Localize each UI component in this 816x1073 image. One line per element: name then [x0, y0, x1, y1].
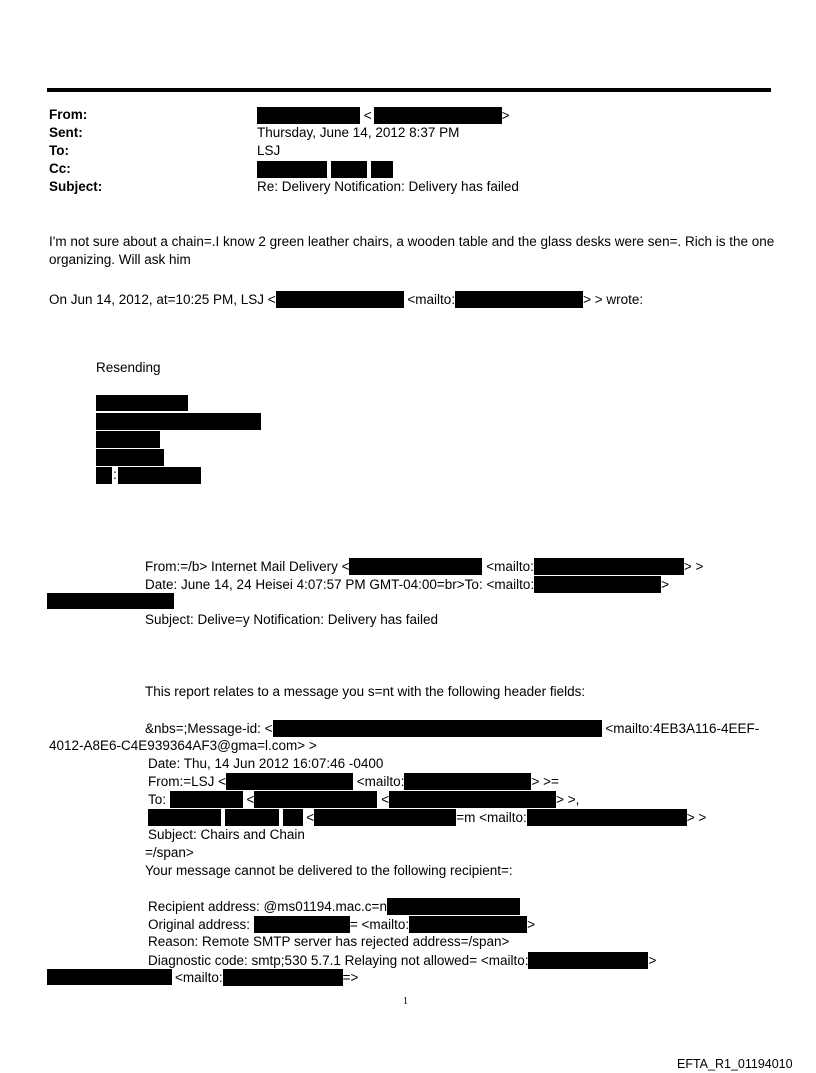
msgid-mailto: <mailto:4EB3A116-4EEF- [605, 721, 760, 736]
redaction [527, 809, 687, 826]
last-line [175, 969, 358, 986]
redaction [331, 161, 367, 178]
cc-label: Cc: [49, 161, 71, 176]
from-value [257, 107, 510, 124]
original-line [148, 916, 535, 933]
redaction [257, 161, 327, 178]
on-prefix: On Jun 14, 2012, at=10:25 PM, LSJ < [49, 292, 276, 307]
redaction [96, 413, 261, 430]
redaction [404, 773, 531, 790]
to2-lt1: < [246, 792, 255, 807]
to2-suffix: > >, [556, 792, 580, 807]
date2-line: Date: Thu, 14 Jun 2012 16:07:46 -0400 [148, 756, 384, 771]
redaction [118, 467, 201, 484]
to-label: To: [49, 143, 69, 158]
redaction [276, 291, 404, 308]
quoted-intro [49, 291, 643, 308]
redaction [314, 809, 456, 826]
redaction [225, 809, 279, 826]
sent-value: Thursday, June 14, 2012 8:37 PM [257, 125, 460, 140]
msgid-prefix: &nbs=;Message-id: < [145, 721, 273, 736]
redaction [371, 161, 393, 178]
cc2-lt: < [306, 810, 315, 825]
diag-prefix: Diagnostic code: smtp;530 5.7.1 Relaying not allowed= <mailto: [148, 953, 529, 968]
redaction [226, 773, 353, 790]
msgid-continuation: 4012-A8E6-C4E939364AF3@gma=l.com> > [49, 738, 317, 753]
redaction [96, 395, 188, 411]
cc2-suffix: > > [686, 810, 707, 825]
redaction [528, 952, 648, 969]
fwd-subject-line: Subject: Delive=y Notification: Delivery has failed [145, 612, 439, 627]
subject-value: Re: Delivery Notification: Delivery has failed [257, 179, 519, 194]
fwd-date-suffix: > [661, 577, 669, 592]
from2-mailto: <mailto: [356, 774, 405, 789]
fwd-date-line [145, 576, 669, 593]
redaction [534, 576, 661, 593]
report-line: This report relates to a message you s=nt with the following header fields: [145, 684, 586, 699]
last-suffix: => [342, 970, 359, 985]
redaction [223, 969, 343, 986]
redaction [273, 720, 602, 737]
recipient-prefix: Recipient address: @ms01194.mac.c=n [148, 899, 387, 914]
to2-lt2: < [381, 792, 390, 807]
cc-value [257, 161, 393, 178]
fwd-from-mailto: <mailto: [486, 559, 534, 574]
fwd-from-suffix: > > [683, 559, 704, 574]
redaction [254, 916, 350, 933]
footer-id: EFTA_R1_01194010 [677, 1057, 793, 1071]
redaction [47, 969, 172, 985]
subject2-line: Subject: Chairs and Chain [148, 827, 305, 842]
reason-line: Reason: Remote SMTP server has rejected address=/span> [148, 934, 510, 949]
redaction [96, 449, 164, 466]
cc2-mid: =m <mailto: [456, 810, 527, 825]
redaction [96, 467, 112, 484]
on-mailto: <mailto: [407, 292, 456, 307]
msgid-line [145, 720, 759, 737]
redaction [389, 791, 556, 808]
redaction [455, 291, 583, 308]
sent-label: Sent: [49, 125, 83, 140]
header-rule [47, 88, 771, 92]
from-lt: < [363, 108, 372, 123]
last-mailto: <mailto: [175, 970, 223, 985]
redaction [534, 558, 684, 575]
diag-suffix: > [648, 953, 657, 968]
redaction [148, 809, 221, 826]
subject-label: Subject: [49, 179, 103, 194]
fwd-from-line [145, 558, 703, 575]
original-suffix: > [527, 917, 535, 932]
span-close-line: =/span> [145, 845, 194, 860]
resending-text: Resending [96, 360, 161, 375]
from2-prefix: From:=LSJ < [148, 774, 227, 789]
redaction [409, 916, 527, 933]
to2-prefix: To: [148, 792, 167, 807]
from2-suffix: > >= [531, 774, 559, 789]
fwd-from-prefix: From:=/b> Internet Mail Delivery < [145, 559, 350, 574]
redaction [47, 593, 174, 609]
diagnostic-line [148, 952, 656, 969]
to-value: LSJ [257, 143, 281, 158]
on-suffix: > > wrote: [583, 292, 644, 307]
redaction [349, 558, 482, 575]
redaction [96, 431, 160, 448]
cannot-deliver-line: Your message cannot be delivered to the following recipient=: [145, 863, 513, 878]
sig-colon: : [113, 467, 117, 482]
redaction [387, 898, 520, 915]
from2-line [148, 773, 559, 790]
fwd-date-text: Date: June 14, 24 Heisei 4:07:57 PM GMT-04:00=br>To: <mailto: [145, 577, 535, 592]
redaction [257, 107, 360, 124]
from-label: From: [49, 107, 88, 122]
reply-paragraph: I'm not sure about a chain=.I know 2 green leather chairs, a wooden table and the glass desks were sen=. Rich is the one organizing. Will ask him [49, 234, 775, 267]
original-mid: = <mailto: [349, 917, 410, 932]
page-number: 1 [403, 996, 408, 1007]
redaction [254, 791, 377, 808]
cc2-line [148, 809, 706, 826]
to2-line [148, 791, 579, 808]
original-prefix: Original address: [148, 917, 251, 932]
redaction [170, 791, 243, 808]
redaction [374, 107, 502, 124]
redaction [283, 809, 303, 826]
from-gt: > [501, 108, 510, 123]
recipient-line [148, 898, 520, 915]
